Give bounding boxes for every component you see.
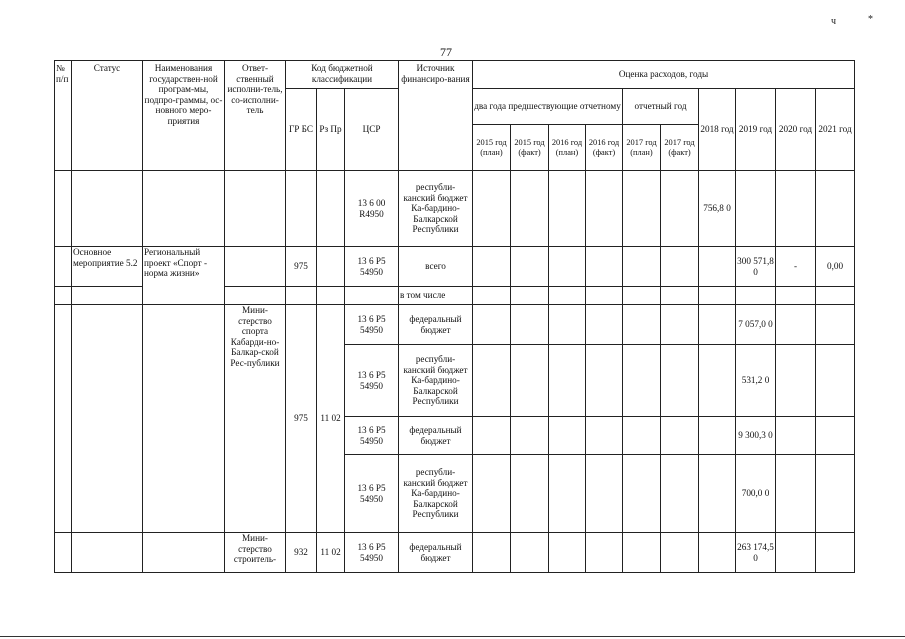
cell-source: республи-канский бюджет Ка-бардино-Балкарской Республики bbox=[399, 455, 473, 533]
cell-csr: 13 6 P5 54950 bbox=[345, 345, 399, 417]
scan-mark-left: ч bbox=[831, 16, 837, 27]
table-row bbox=[55, 171, 855, 247]
header-num: № п/п bbox=[55, 61, 72, 171]
header-2017-plan: 2017 год (план) bbox=[623, 125, 661, 171]
header-name: Наименования государствен-ной програм-мы, подпро-граммы, ос-новного меро-приятия bbox=[143, 61, 225, 171]
cell-2019: 9 300,3 0 bbox=[736, 417, 776, 455]
cell-2019: 700,0 0 bbox=[736, 455, 776, 533]
budget-table bbox=[54, 60, 855, 573]
header-2021: 2021 год bbox=[816, 89, 855, 171]
header-grbs: ГР БС bbox=[286, 89, 317, 171]
cell-grbs: 975 bbox=[286, 247, 317, 287]
cell-source: республи-канский бюджет Ка-бардино-Балкарской Республики bbox=[399, 171, 473, 247]
header-source: Источник финансиро-вания bbox=[399, 61, 473, 171]
cell-grbs: 975 bbox=[286, 305, 317, 533]
cell-2021: 0,00 bbox=[816, 247, 855, 287]
header-2015-plan: 2015 год (план) bbox=[473, 125, 511, 171]
table-row bbox=[55, 533, 855, 573]
cell-grbs: 932 bbox=[286, 533, 317, 573]
header-status: Статус bbox=[72, 61, 143, 171]
cell-2020: - bbox=[776, 247, 816, 287]
page-bottom-edge bbox=[0, 636, 905, 637]
cell-executor-construction: Мини-стерство строитель- bbox=[225, 533, 286, 573]
cell-2019: 263 174,5 0 bbox=[736, 533, 776, 573]
cell-source: в том числе bbox=[399, 287, 473, 305]
cell-csr: 13 6 P5 54950 bbox=[345, 417, 399, 455]
header-2018: 2018 год bbox=[699, 89, 736, 171]
header-budget-code: Код бюджетной классификации bbox=[286, 61, 399, 89]
cell-source: всего bbox=[399, 247, 473, 287]
header-2020: 2020 год bbox=[776, 89, 816, 171]
header-2017-fact: 2017 год (факт) bbox=[661, 125, 699, 171]
cell-csr: 13 6 P5 54950 bbox=[345, 247, 399, 287]
cell-source: республи-канский бюджет Ка-бардино-Балкарской Республики bbox=[399, 345, 473, 417]
page-number: 77 bbox=[440, 45, 452, 59]
header-executor: Ответ-ственный исполни-тель, со-исполни-тель bbox=[225, 61, 286, 171]
cell-source: федеральный бюджет bbox=[399, 305, 473, 345]
cell-name: Региональный проект «Спорт - норма жизни» bbox=[143, 247, 225, 305]
cell-rzpr: 11 02 bbox=[317, 533, 345, 573]
cell-2019: 531,2 0 bbox=[736, 345, 776, 417]
cell-2018: 756,8 0 bbox=[699, 171, 736, 247]
cell-source: федеральный бюджет bbox=[399, 417, 473, 455]
header-2016-fact: 2016 год (факт) bbox=[586, 125, 623, 171]
header-2019: 2019 год bbox=[736, 89, 776, 171]
cell-2019: 7 057,0 0 bbox=[736, 305, 776, 345]
header-expenses: Оценка расходов, годы bbox=[473, 61, 855, 89]
cell-csr: 13 6 00 R4950 bbox=[345, 171, 399, 247]
table-row bbox=[55, 247, 855, 287]
cell-status: Основное мероприятие 5.2 bbox=[72, 247, 143, 287]
header-csr: ЦСР bbox=[345, 89, 399, 171]
header-2015-fact: 2015 год (факт) bbox=[511, 125, 549, 171]
header-two-years: два года предшествующие отчетному bbox=[473, 89, 623, 125]
scan-mark-right: * bbox=[868, 14, 873, 25]
cell-rzpr: 11 02 bbox=[317, 305, 345, 533]
header-rzpr: Рз Пр bbox=[317, 89, 345, 171]
cell-csr: 13 6 P5 54950 bbox=[345, 455, 399, 533]
cell-csr: 13 6 P5 54950 bbox=[345, 305, 399, 345]
cell-source: федеральный бюджет bbox=[399, 533, 473, 573]
cell-2019: 300 571,8 0 bbox=[736, 247, 776, 287]
header-2016-plan: 2016 год (план) bbox=[549, 125, 586, 171]
table-row bbox=[55, 305, 855, 345]
cell-csr: 13 6 P5 54950 bbox=[345, 533, 399, 573]
header-report-year: отчетный год bbox=[623, 89, 699, 125]
cell-executor-sport: Мини-стерство спорта Кабарди-но-Балкар-ской Рес-публики bbox=[225, 305, 286, 533]
